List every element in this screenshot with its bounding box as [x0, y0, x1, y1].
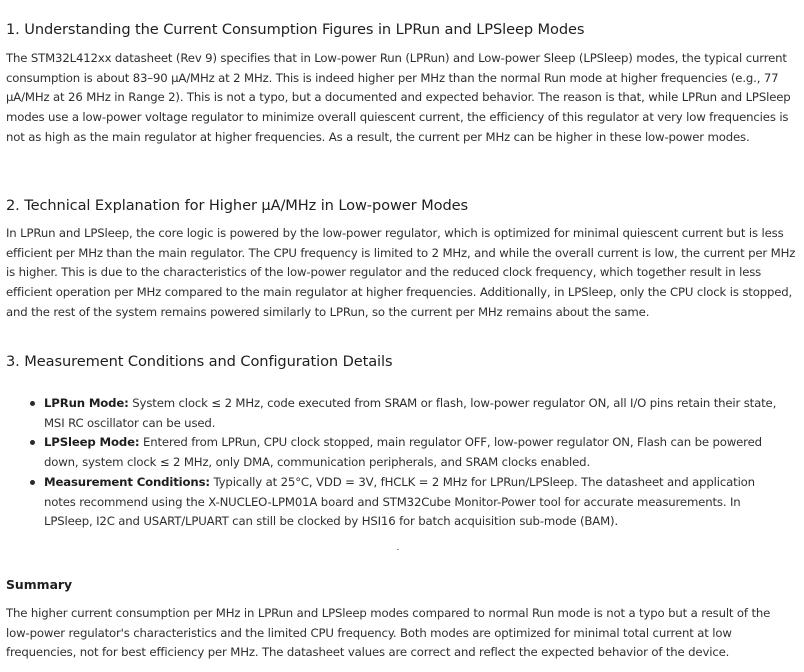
- bullet-icon: [30, 440, 35, 445]
- list-item: [44, 473, 790, 532]
- list-item-label: Measurement Conditions:: [44, 474, 210, 489]
- section2-paragraph: In LPRun and LPSleep, the core logic is powered by the low-power regulator, which is optimized for minimal quiescent current but is less efficient per MHz than the main regulator. The CPU frequency is limited to 2 MHz, and while the overall current is low, the current per MHz is higher. This is due to the characteristics of the low-power regulator and the reduced clock frequency, which together result in less efficient operation per MHz compared to the main regulator at higher frequencies. Additionally, in LPSleep, only the CPU clock is stopped, and the rest of the system remains powered similarly to LPRun, so the current per MHz remains about the same.: [6, 226, 796, 319]
- section3-heading: 3. Measurement Conditions and Configuration Details: [6, 353, 393, 370]
- measurement-conditions-list: [0, 394, 790, 532]
- bullet-icon: [30, 480, 35, 485]
- section1-heading: 1. Understanding the Current Consumption Figures in LPRun and LPSleep Modes: [6, 21, 585, 38]
- section2-heading: 2. Technical Explanation for Higher µA/MHz in Low-power Modes: [6, 197, 468, 214]
- section1-paragraph: The STM32L412xx datasheet (Rev 9) specifies that in Low-power Run (LPRun) and Low-power Sleep (LPSleep) modes, the typical current consumption is about 83–90 µA/MHz at 2 MHz. This is indeed higher per MHz than the normal Run mode at higher frequencies (e.g., 77 µA/MHz at 26 MHz in Range 2). This is not a typo, but a documented and expected behavior. The reason is that, while LPRun and LPSleep modes use a low-power voltage regulator to minimize overall quiescent current, the efficiency of this regulator at very low frequencies is not as high as the main regulator at higher frequencies. As a result, the current per MHz can be higher in these low-power modes.: [6, 51, 791, 144]
- summary-heading: Summary: [6, 577, 73, 592]
- list-item: [44, 394, 790, 433]
- summary-paragraph: The higher current consumption per MHz in LPRun and LPSleep modes compared to normal Run mode is not a typo but a result of the low-power regulator's characteristics and the limited CPU frequency. Both modes are optimized for minimal total current at low frequencies, not for best efficiency per MHz. The datasheet values are correct and reflect the expected behavior of the device.: [6, 606, 771, 660]
- bullet-icon: [30, 401, 35, 406]
- list-item-label: LPRun Mode:: [44, 396, 129, 410]
- list-item-label: LPSleep Mode:: [44, 435, 140, 450]
- list-item-text: Typically at 25°C, VDD = 3V, fHCLK = 2 MHz for LPRun/LPSleep. The datasheet and application notes recommend using the X-NUCLEO-LPM01A board and STM32Cube Monitor-Power tool for accurate measurements. In LPSleep, I2C and USART/LPUART can still be clocked by HSI16 for batch acquisition sub-mode (BAM).: [44, 474, 755, 529]
- divider-dot: [397, 549, 399, 550]
- list-item-text: System clock ≤ 2 MHz, code executed from SRAM or flash, low-power regulator ON, all I/O pins retain their state, MSI RC oscillator can be used.: [44, 396, 777, 430]
- list-item-text: Entered from LPRun, CPU clock stopped, main regulator OFF, low-power regulator ON, Flash can be powered down, system clock ≤ 2 MHz, only DMA, communication peripherals, and SRAM clocks enabled.: [44, 435, 762, 470]
- list-item: [44, 433, 790, 472]
